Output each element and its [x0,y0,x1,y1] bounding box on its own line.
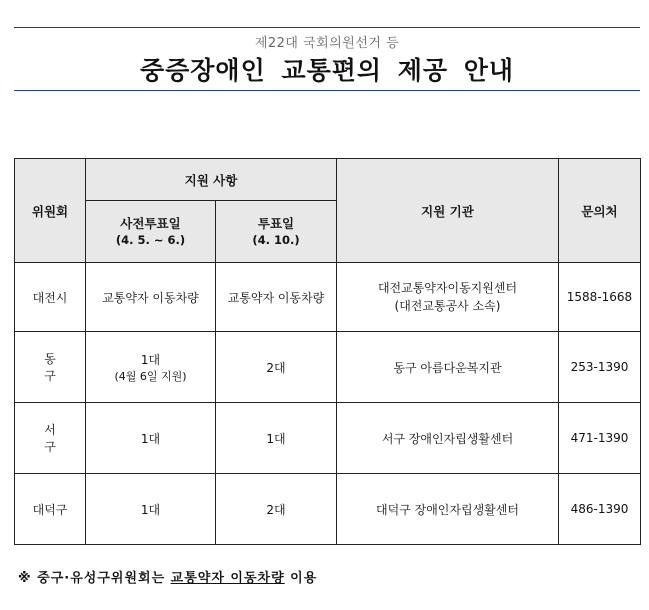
row-committee: 서 구 [15,403,86,474]
footer-suffix: 이용 [284,571,318,586]
header-contact: 문의처 [559,159,641,263]
support-table [14,158,641,545]
row-early-voting [86,332,216,403]
table-row [15,263,641,332]
header-agency: 지원 기관 [337,159,559,263]
footer-note [18,567,317,586]
row-agency: 서구 장애인자립생활센터 [337,403,559,474]
row-early-voting: 1대 [86,403,216,474]
table-row [15,332,641,403]
row-agency: 대덕구 장애인자립생활센터 [337,474,559,545]
table-row [15,403,641,474]
footer-underlined: 교통약자 이동차량 [170,571,285,586]
row-contact: 471-1390 [559,403,641,474]
row-contact: 253-1390 [559,332,641,403]
document-subtitle: 제22대 국회의원선거 등 [254,36,400,51]
row-election-day: 1대 [216,403,337,474]
table-row [15,474,641,545]
header-support-items: 지원 사항 [86,159,337,201]
early-voting-label: 사전투표일 [120,215,181,231]
footer-prefix: ※ 중구·유성구위원회는 [18,571,171,586]
header-early-voting [86,201,216,263]
row-committee: 동 구 [15,332,86,403]
election-day-date: (4. 10.) [252,232,300,247]
row-election-day: 2대 [216,332,337,403]
row-election-day: 2대 [216,474,337,545]
document-title: 중증장애인 교통편의 제공 안내 [139,56,515,85]
row-early-voting: 교통약자 이동차량 [86,263,216,332]
agency-name: 대전교통약자이동지원센터 [377,281,518,295]
early-voting-note: (4월 6일 지원) [114,369,187,383]
row-agency: 동구 아름다운복지관 [337,332,559,403]
row-early-voting: 1대 [86,474,216,545]
row-committee: 대덕구 [15,474,86,545]
header-election-day [216,201,337,263]
row-election-day: 교통약자 이동차량 [216,263,337,332]
early-voting-period: (4. 5. ~ 6.) [115,232,186,247]
election-day-label: 투표일 [257,215,295,231]
row-agency [337,263,559,332]
agency-note: (대전교통공사 소속) [394,299,501,313]
row-committee: 대전시 [15,263,86,332]
table-header-row [15,159,641,201]
document-header [14,27,640,91]
row-contact: 486-1390 [559,474,641,545]
early-voting-count: 1대 [140,352,161,367]
header-committee: 위원회 [15,159,86,263]
row-contact: 1588-1668 [559,263,641,332]
